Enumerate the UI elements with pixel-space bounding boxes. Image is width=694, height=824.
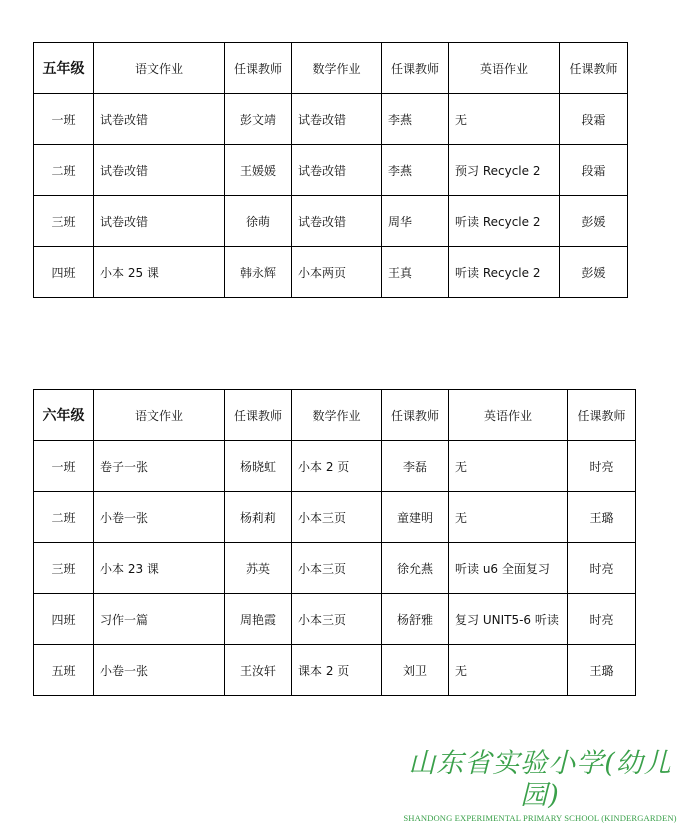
chinese-homework-cell: 试卷改错 <box>94 94 225 145</box>
chinese-teacher-cell: 杨莉莉 <box>225 492 292 543</box>
column-header: 任课教师 <box>225 390 292 441</box>
math-homework-cell: 课本 2 页 <box>292 645 382 696</box>
table-row <box>34 594 636 645</box>
math-homework-cell: 试卷改错 <box>292 145 382 196</box>
column-header: 数学作业 <box>292 390 382 441</box>
chinese-homework-cell: 小卷一张 <box>94 645 225 696</box>
chinese-homework-cell: 卷子一张 <box>94 441 225 492</box>
column-header: 数学作业 <box>292 43 382 94</box>
table-row <box>34 645 636 696</box>
chinese-teacher-cell: 韩永辉 <box>225 247 292 298</box>
column-header: 任课教师 <box>568 390 636 441</box>
column-header: 任课教师 <box>225 43 292 94</box>
english-homework-cell: 无 <box>449 645 568 696</box>
grade5-homework-table <box>33 42 628 298</box>
math-teacher-cell: 周华 <box>382 196 449 247</box>
english-homework-cell: 听读 Recycle 2 <box>449 247 560 298</box>
chinese-homework-cell: 小本 25 课 <box>94 247 225 298</box>
class-name-cell: 五班 <box>34 645 94 696</box>
chinese-teacher-cell: 王汝轩 <box>225 645 292 696</box>
chinese-teacher-cell: 彭文靖 <box>225 94 292 145</box>
class-name-cell: 一班 <box>34 94 94 145</box>
math-homework-cell: 小本三页 <box>292 594 382 645</box>
english-teacher-cell: 时亮 <box>568 441 636 492</box>
math-teacher-cell: 徐允燕 <box>382 543 449 594</box>
class-name-cell: 三班 <box>34 543 94 594</box>
math-teacher-cell: 李磊 <box>382 441 449 492</box>
english-teacher-cell: 时亮 <box>568 543 636 594</box>
column-header: 英语作业 <box>449 43 560 94</box>
chinese-teacher-cell: 苏英 <box>225 543 292 594</box>
grade6-homework-table <box>33 389 636 696</box>
class-name-cell: 二班 <box>34 492 94 543</box>
english-teacher-cell: 王璐 <box>568 645 636 696</box>
column-header: 任课教师 <box>560 43 628 94</box>
column-header: 英语作业 <box>449 390 568 441</box>
table-row <box>34 543 636 594</box>
english-teacher-cell: 彭媛 <box>560 247 628 298</box>
column-header: 语文作业 <box>94 43 225 94</box>
chinese-homework-cell: 试卷改错 <box>94 145 225 196</box>
table-header-row <box>34 390 636 441</box>
column-header: 任课教师 <box>382 43 449 94</box>
english-homework-cell: 无 <box>449 492 568 543</box>
table-row <box>34 94 628 145</box>
math-homework-cell: 小本两页 <box>292 247 382 298</box>
grade-label: 五年级 <box>34 43 94 94</box>
school-name-chinese: 山东省实验小学(幼儿园) <box>408 748 672 811</box>
english-teacher-cell: 段霜 <box>560 94 628 145</box>
class-name-cell: 二班 <box>34 145 94 196</box>
english-homework-cell: 听读 Recycle 2 <box>449 196 560 247</box>
chinese-teacher-cell: 周艳霞 <box>225 594 292 645</box>
column-header: 任课教师 <box>382 390 449 441</box>
chinese-homework-cell: 小本 23 课 <box>94 543 225 594</box>
english-teacher-cell: 彭媛 <box>560 196 628 247</box>
math-homework-cell: 试卷改错 <box>292 94 382 145</box>
english-homework-cell: 复习 UNIT5-6 听读 <box>449 594 568 645</box>
class-name-cell: 四班 <box>34 247 94 298</box>
grade-label: 六年级 <box>34 390 94 441</box>
math-homework-cell: 小本 2 页 <box>292 441 382 492</box>
table-row <box>34 492 636 543</box>
math-teacher-cell: 杨舒雅 <box>382 594 449 645</box>
chinese-teacher-cell: 杨晓虹 <box>225 441 292 492</box>
chinese-homework-cell: 小卷一张 <box>94 492 225 543</box>
math-teacher-cell: 李燕 <box>382 145 449 196</box>
math-teacher-cell: 童建明 <box>382 492 449 543</box>
math-homework-cell: 试卷改错 <box>292 196 382 247</box>
chinese-teacher-cell: 徐萌 <box>225 196 292 247</box>
english-homework-cell: 无 <box>449 441 568 492</box>
class-name-cell: 一班 <box>34 441 94 492</box>
column-header: 语文作业 <box>94 390 225 441</box>
chinese-homework-cell: 习作一篇 <box>94 594 225 645</box>
school-name-english: SHANDONG EXPERIMENTAL PRIMARY SCHOOL (KINDERGARDEN) <box>403 813 677 823</box>
table-row <box>34 247 628 298</box>
english-teacher-cell: 段霜 <box>560 145 628 196</box>
english-homework-cell: 听读 u6 全面复习 <box>449 543 568 594</box>
table-row <box>34 196 628 247</box>
chinese-teacher-cell: 王媛媛 <box>225 145 292 196</box>
table-header-row <box>34 43 628 94</box>
math-homework-cell: 小本三页 <box>292 492 382 543</box>
school-logo <box>394 748 686 824</box>
chinese-homework-cell: 试卷改错 <box>94 196 225 247</box>
english-homework-cell: 无 <box>449 94 560 145</box>
english-homework-cell: 预习 Recycle 2 <box>449 145 560 196</box>
english-teacher-cell: 王璐 <box>568 492 636 543</box>
class-name-cell: 三班 <box>34 196 94 247</box>
english-teacher-cell: 时亮 <box>568 594 636 645</box>
class-name-cell: 四班 <box>34 594 94 645</box>
math-teacher-cell: 王真 <box>382 247 449 298</box>
math-teacher-cell: 李燕 <box>382 94 449 145</box>
table-row <box>34 441 636 492</box>
math-homework-cell: 小本三页 <box>292 543 382 594</box>
math-teacher-cell: 刘卫 <box>382 645 449 696</box>
table-row <box>34 145 628 196</box>
